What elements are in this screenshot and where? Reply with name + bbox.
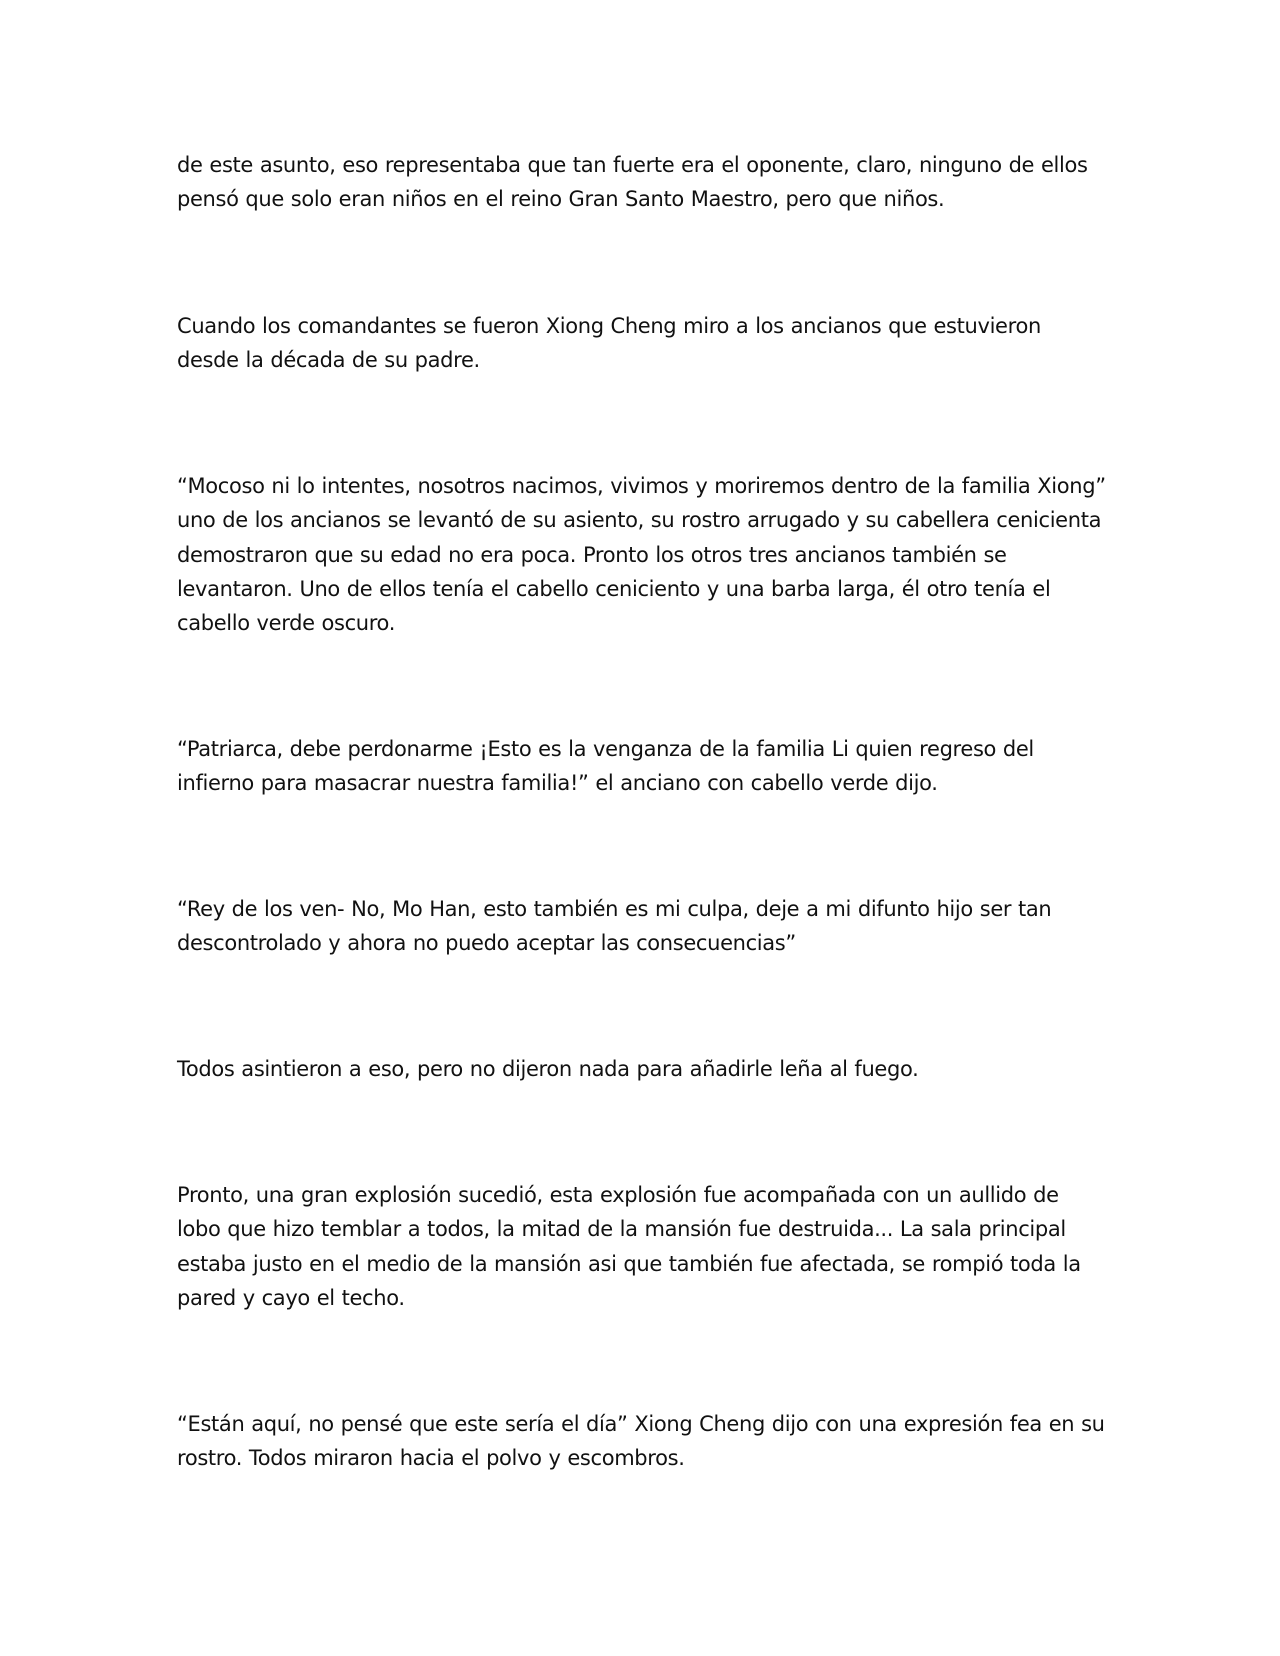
paragraph-8: “Están aquí, no pensé que este sería el día” Xiong Cheng dijo con una expresión fea en su rostro. Todos miraron hacia el polvo y escombros. <box>177 1412 1105 1471</box>
paragraph-1: de este asunto, eso representaba que tan fuerte era el oponente, claro, ninguno de ellos pensó que solo eran niños en el reino Gran Santo Maestro, pero que niños. <box>177 153 1088 212</box>
paragraph-6: Todos asintieron a eso, pero no dijeron nada para añadirle leña al fuego. <box>177 1057 919 1081</box>
paragraph-7: Pronto, una gran explosión sucedió, esta explosión fue acompañada con un aullido de lobo que hizo temblar a todos, la mitad de la mansión fue destruida... La sala principal estaba justo en el medio de la mansión asi que también fue afectada, se rompió toda la pared y cayo el techo. <box>177 1183 1081 1310</box>
paragraph-4: “Patriarca, debe perdonarme ¡Esto es la venganza de la familia Li quien regreso del infierno para masacrar nuestra familia!” el anciano con cabello verde dijo. <box>177 737 1034 796</box>
paragraph-5: “Rey de los ven- No, Mo Han, esto también es mi culpa, deje a mi difunto hijo ser tan descontrolado y ahora no puedo aceptar las consecuencias” <box>177 897 1052 956</box>
paragraph-2: Cuando los comandantes se fueron Xiong Cheng miro a los ancianos que estuvieron desde la década de su padre. <box>177 314 1041 373</box>
paragraph-3: “Mocoso ni lo intentes, nosotros nacimos, vivimos y moriremos dentro de la familia Xiong” uno de los ancianos se levantó de su asiento, su rostro arrugado y su cabellera cenicienta demostraron que su edad no era poca. Pronto los otros tres ancianos también se levantaron. Uno de ellos tenía el cabello ceniciento y una barba larga, él otro tenía el cabello verde oscuro. <box>177 474 1106 636</box>
